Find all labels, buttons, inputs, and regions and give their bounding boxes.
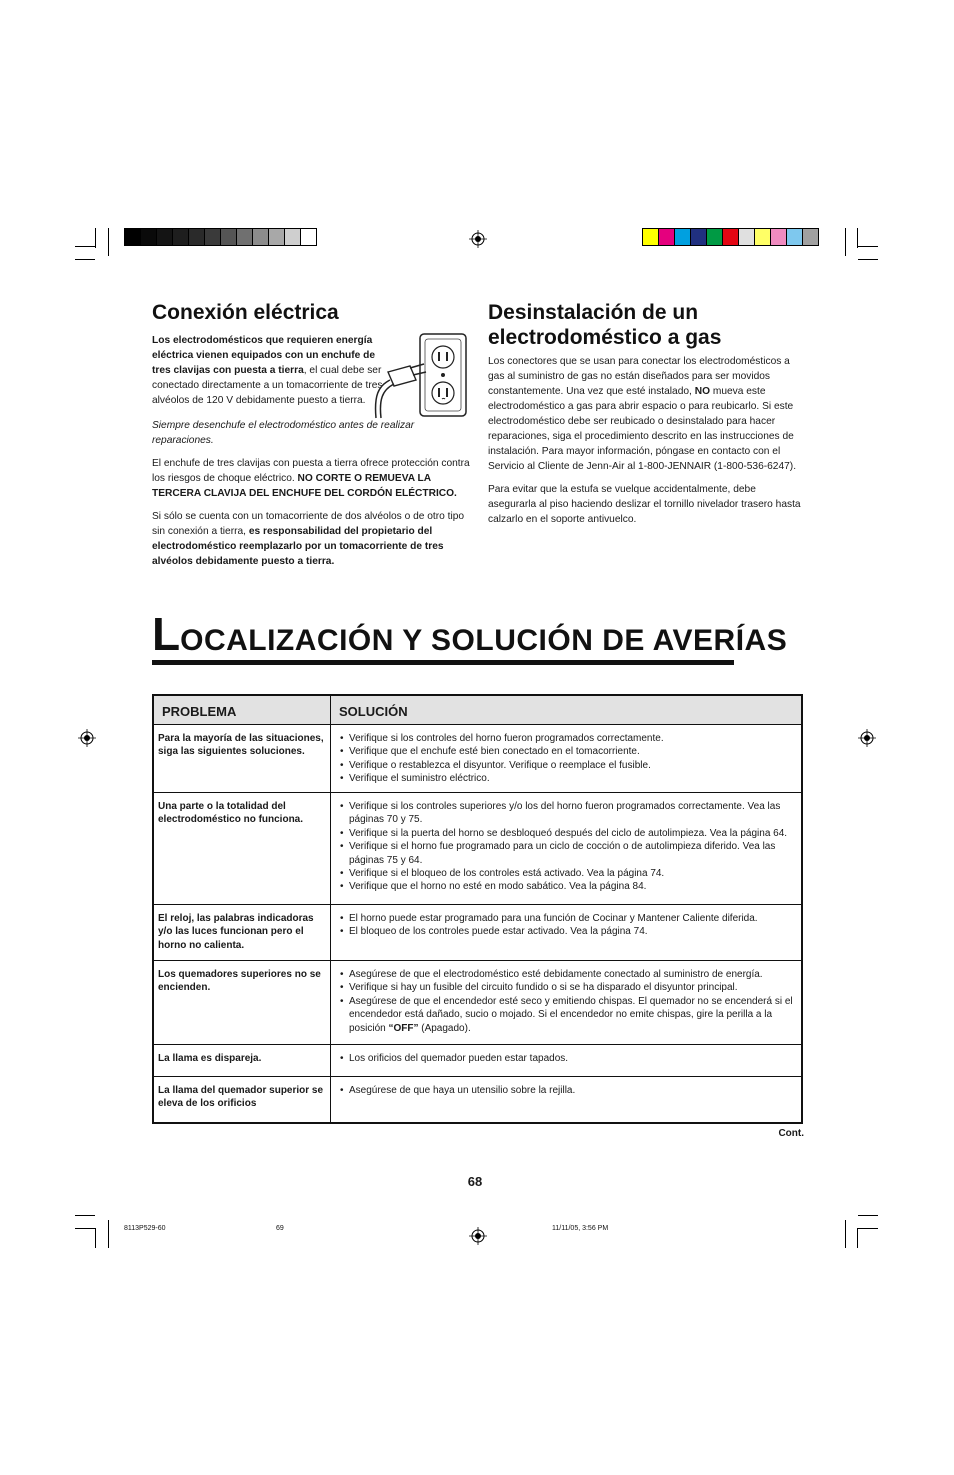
solution-item: • Verifique si la puerta del horno se desbloqueó después del ciclo de autolimpieza. Vea la página 64. xyxy=(337,827,797,840)
color-swatch xyxy=(690,229,706,245)
color-swatch xyxy=(300,229,316,245)
crop-mark xyxy=(95,1228,96,1248)
table-row xyxy=(153,1077,802,1123)
color-swatch xyxy=(268,229,284,245)
crop-mark xyxy=(845,228,846,256)
plug-protection-paragraph: El enchufe de tres clavijas con puesta a tierra ofrece protección contra los riesgos de choque eléctrico. NO CORTE O REMUEVA LA TERCERA CLAVIJA DEL ENCHUFE DEL CORDÓN ELÉCTRICO. xyxy=(152,458,470,499)
continued-label: Cont. xyxy=(778,1128,804,1139)
color-swatch xyxy=(658,229,674,245)
footer-job-code: 8113P529-60 xyxy=(124,1225,166,1232)
gas-appliance-removal-section xyxy=(488,300,804,535)
section-title: Desinstalación de un electrodoméstico a gas xyxy=(488,301,722,349)
solution-cell xyxy=(331,961,803,1045)
solution-item: • Verifique si el horno fue programado para un ciclo de cocción o de autolimpieza diferido. Vea las páginas 75 y 64. xyxy=(337,840,797,867)
crop-mark xyxy=(857,228,858,248)
troubleshooting-table xyxy=(152,694,803,1124)
solution-list xyxy=(337,732,797,786)
solution-item: • Verifique o restablezca el disyuntor. Verifique o reemplace el fusible. xyxy=(337,759,797,772)
grayscale-color-bar xyxy=(124,228,317,246)
column-header-problem: PROBLEMA xyxy=(153,695,331,725)
solution-item: • Verifique el suministro eléctrico. xyxy=(337,772,797,785)
section-title: Conexión eléctrica xyxy=(152,301,339,324)
color-swatch xyxy=(125,229,140,245)
solution-list xyxy=(337,1084,797,1097)
color-swatch xyxy=(706,229,722,245)
solution-item: • Verifique si el bloqueo de los controles está activado. Vea la página 74. xyxy=(337,867,797,880)
problem-cell: La llama del quemador superior se eleva de los orificios xyxy=(153,1077,331,1123)
color-swatch xyxy=(156,229,172,245)
color-swatch xyxy=(188,229,204,245)
footer-timestamp: 11/11/05, 3:56 PM xyxy=(552,1225,609,1232)
crop-mark xyxy=(75,259,95,260)
problem-cell: Una parte o la totalidad del electrodoméstico no funciona. xyxy=(153,793,331,905)
solution-item: • Verifique que el enchufe esté bien conectado en el tomacorriente. xyxy=(337,745,797,758)
solution-item: • Verifique que el horno no esté en modo sabático. Vea la página 84. xyxy=(337,880,797,893)
solution-item: • Los orificios del quemador pueden estar tapados. xyxy=(337,1052,797,1065)
crop-mark xyxy=(858,1228,878,1229)
crop-mark xyxy=(858,246,878,247)
registration-mark-icon xyxy=(469,1227,487,1245)
crop-mark xyxy=(108,228,109,256)
solution-item: • Asegúrese de que haya un utensilio sobre la rejilla. xyxy=(337,1084,797,1097)
crop-mark xyxy=(858,259,878,260)
problem-cell: Para la mayoría de las situaciones, siga las siguientes soluciones. xyxy=(153,725,331,793)
table-row xyxy=(153,1045,802,1077)
registration-mark-icon xyxy=(78,729,96,747)
solution-cell xyxy=(331,1045,803,1077)
grounded-outlet-plug-icon xyxy=(370,330,470,420)
color-swatch xyxy=(786,229,802,245)
registration-mark-icon xyxy=(469,230,487,248)
color-swatch xyxy=(754,229,770,245)
solution-list xyxy=(337,800,797,894)
color-swatch xyxy=(284,229,300,245)
color-swatch xyxy=(674,229,690,245)
grounding-paragraph: Los electrodomésticos que requieren energía eléctrica vienen equipados con un enchufe de tres clavijas con puesta a tierra, el cual debe ser conectado directamente a un tomacorriente de tres alvéolos de 120 V debidamente puesto a tierra. xyxy=(152,335,383,406)
crop-mark xyxy=(857,1228,858,1248)
solution-cell xyxy=(331,905,803,961)
color-swatch xyxy=(204,229,220,245)
anti-tip-paragraph: Para evitar que la estufa se vuelque accidentalmente, debe asegurarla al piso haciendo deslizar el tornillo nivelador trasero hasta calzarlo en el soporte antivuelco. xyxy=(488,484,801,525)
table-row xyxy=(153,961,802,1045)
solution-item: • El bloqueo de los controles puede estar activado. Vea la página 74. xyxy=(337,925,797,938)
table-row xyxy=(153,725,802,793)
color-swatch xyxy=(236,229,252,245)
problem-cell: Los quemadores superiores no se encienden. xyxy=(153,961,331,1045)
crop-mark xyxy=(95,228,96,248)
color-swatch xyxy=(738,229,754,245)
solution-list xyxy=(337,912,797,939)
problem-cell: El reloj, las palabras indicadoras y/o las luces funcionan pero el horno no calienta. xyxy=(153,905,331,961)
page-title: LOCALIZACIÓN Y SOLUCIÓN DE AVERÍAS xyxy=(152,612,734,665)
solution-list xyxy=(337,1052,797,1065)
table-row xyxy=(153,905,802,961)
solution-item: • Asegúrese de que el encendedor esté seco y emitiendo chispas. El quemador no se encenderá si el encendedor está dañado, sucio o mojado. Si el encendedor no emite chispas, gire la perilla a la posición “OFF” (Apagado). xyxy=(337,995,797,1035)
solution-item: • El horno puede estar programado para una función de Cocinar y Mantener Caliente diferida. xyxy=(337,912,797,925)
solution-item: • Asegúrese de que el electrodoméstico esté debidamente conectado al suministro de energía. xyxy=(337,968,797,981)
color-swatch xyxy=(252,229,268,245)
solution-item: • Verifique si hay un fusible del circuito fundido o si se ha disparado el disyuntor principal. xyxy=(337,981,797,994)
solution-list xyxy=(337,968,797,1035)
crop-mark xyxy=(75,1215,95,1216)
crop-mark xyxy=(108,1220,109,1248)
two-prong-paragraph: Si sólo se cuenta con un tomacorriente de dos alvéolos o de otro tipo sin conexión a tierra, es responsabilidad del propietario del electrodoméstico reemplazarlo por un tomacorriente de tres alvéolos debidamente puesto a tierra. xyxy=(152,511,465,567)
crop-mark xyxy=(858,1215,878,1216)
color-swatch xyxy=(802,229,818,245)
connectors-paragraph: Los conectores que se usan para conectar los electrodomésticos a gas al suministro de gas no están diseñados para ser movidos constantemente. Una vez que esté instalado, NO mueva este electrodoméstico a gas para abrir espacio o para reubicarlo. Si este electrodoméstico debe ser reubicado o desinstalado para hacer reparaciones, siga el procedimiento descrito en las instrucciones de instalación. Para mayor información, póngase en contacto con el Servicio al Cliente de Jenn-Air al 1-800-JENNAIR (1-800-536-6247). xyxy=(488,356,797,472)
registration-mark-icon xyxy=(858,729,876,747)
solution-cell xyxy=(331,793,803,905)
color-swatch xyxy=(220,229,236,245)
solution-cell xyxy=(331,1077,803,1123)
solution-item: • Verifique si los controles superiores y/o los del horno fueron programados correctamente. Vea las páginas 70 y 75. xyxy=(337,800,797,827)
column-header-solution: SOLUCIÓN xyxy=(331,695,803,725)
unplug-warning: Siempre desenchufe el electrodoméstico antes de realizar reparaciones. xyxy=(152,420,415,446)
problem-cell: La llama es dispareja. xyxy=(153,1045,331,1077)
color-swatch xyxy=(770,229,786,245)
process-color-bar xyxy=(642,228,819,246)
crop-mark xyxy=(75,246,95,247)
crop-mark xyxy=(75,1228,95,1229)
table-row xyxy=(153,793,802,905)
solution-item: • Verifique si los controles del horno fueron programados correctamente. xyxy=(337,732,797,745)
solution-cell xyxy=(331,725,803,793)
footer-sheet-number: 69 xyxy=(276,1225,284,1232)
color-swatch xyxy=(172,229,188,245)
page-number: 68 xyxy=(467,1174,483,1189)
color-swatch xyxy=(643,229,658,245)
color-swatch xyxy=(140,229,156,245)
color-swatch xyxy=(722,229,738,245)
crop-mark xyxy=(845,1220,846,1248)
